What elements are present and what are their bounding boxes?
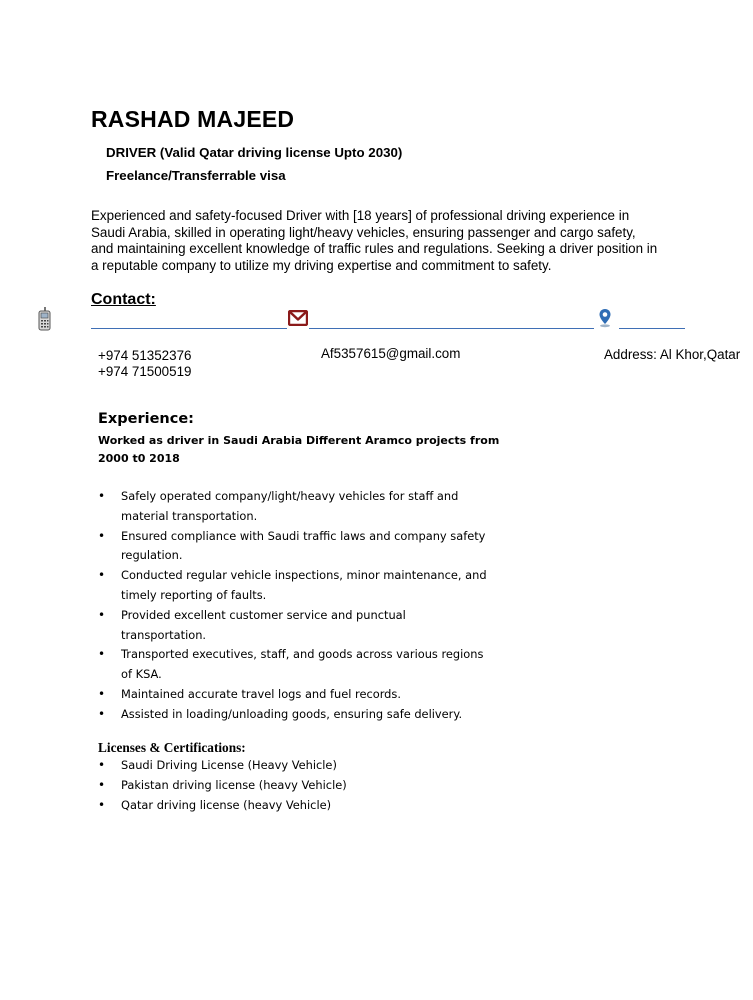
contact-divider [619,328,685,329]
summary-line: Saudi Arabia, skilled in operating light/heavy vehicles, ensuring passenger and cargo safety, [91,224,636,240]
experience-subheading [98,432,498,467]
envelope-icon [288,310,308,326]
licenses-list [98,756,347,815]
address-text: Address: Al Khor,Qatar [604,347,741,362]
email-address[interactable]: Af5357615@gmail.com [321,346,461,361]
professional-summary [91,208,701,274]
contact-heading: Contact: [91,291,156,308]
list-item: • Saudi Driving License (Heavy Vehicle) [98,756,347,776]
list-item: • Assisted in loading/unloading goods, ensuring safe delivery. [98,705,487,725]
experience-heading: Experience: [98,411,194,427]
job-title: DRIVER (Valid Qatar driving license Upto 2030) [106,145,403,160]
licenses-heading: Licenses & Certifications: [98,740,246,755]
phone-number[interactable]: +974 51352376 [98,348,192,363]
phone-number[interactable]: +974 71500519 [98,364,192,379]
location-pin-icon [598,308,612,328]
summary-line: Experienced and safety-focused Driver with [18 years] of professional driving experience in [91,208,630,223]
list-item: • Qatar driving license (heavy Vehicle) [98,796,347,816]
phone-icon [37,307,53,331]
list-item: • Ensured compliance with Saudi traffic laws and company safety regulation. [98,527,487,567]
list-item: • Provided excellent customer service and punctual transportation. [98,606,487,646]
list-item: • Conducted regular vehicle inspections, minor maintenance, and timely reporting of faults. [98,566,487,606]
contact-divider [309,328,594,329]
experience-subheading-line: Worked as driver in Saudi Arabia Different Aramco projects from [98,434,500,447]
experience-list [98,487,487,725]
visa-status: Freelance/Transferrable visa [106,168,286,183]
list-item: • Maintained accurate travel logs and fuel records. [98,685,487,705]
list-item: • Transported executives, staff, and goods across various regions of KSA. [98,645,487,685]
contact-divider [91,328,287,329]
summary-line: and maintaining excellent knowledge of traffic rules and regulations. Seeking a driver position in [91,241,658,256]
list-item: • Safely operated company/light/heavy vehicles for staff and material transportation. [98,487,487,527]
list-item: • Pakistan driving license (heavy Vehicle) [98,776,347,796]
experience-subheading-line: 2000 t0 2018 [98,451,180,465]
summary-line: a reputable company to utilize my driving expertise and commitment to safety. [91,257,552,273]
candidate-name: RASHAD MAJEED [91,106,295,132]
